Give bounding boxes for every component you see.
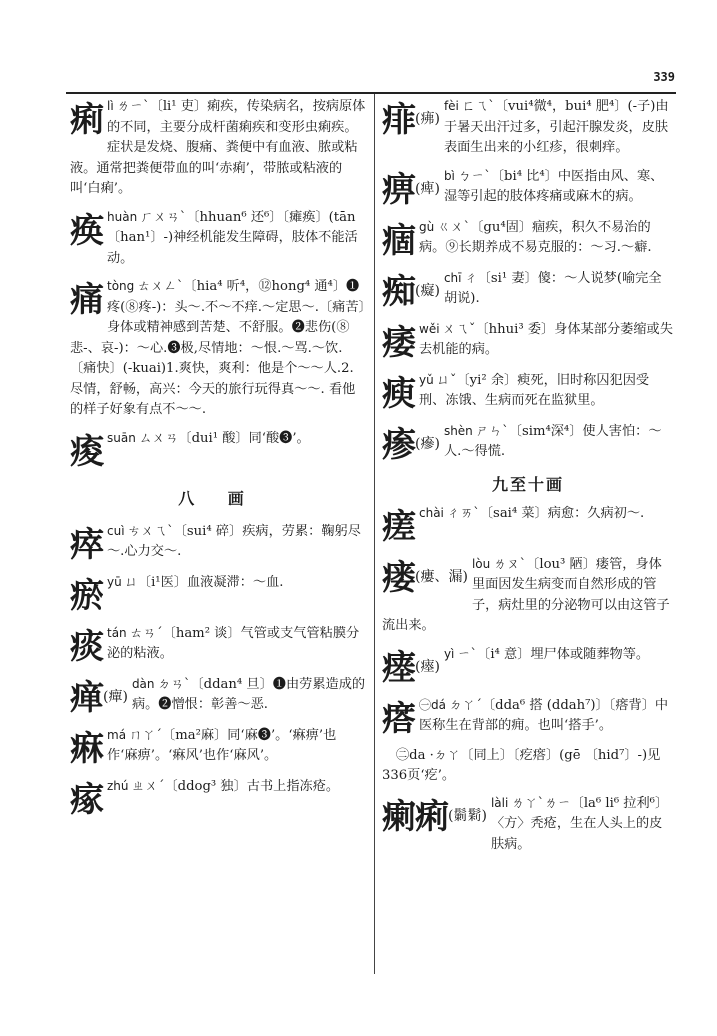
pinyin: yū — [107, 574, 122, 589]
headword: 瘥 — [382, 506, 415, 547]
dictionary-entry — [70, 207, 366, 270]
dictionary-entry — [382, 644, 674, 688]
headword: 瘗$^{(瘞)}$ — [382, 647, 440, 688]
dictionary-entry — [382, 554, 674, 637]
definition: ㄈㄟˋ〔vui⁴微⁴，bui⁴ 肥⁴〕(-子)由于暑天出汗过多，引起汗腺发炎，皮肤表面生出来的小红疹，很刺痒。 — [443, 99, 669, 155]
pinyin: shèn — [443, 423, 473, 438]
pinyin: tán — [107, 625, 127, 640]
right-column — [382, 96, 674, 862]
definition: ㄅㄧˋ〔bi⁴ 比⁴〕中医指由风、寒、湿等引起的肢体疼痛或麻木的病。 — [443, 168, 664, 204]
definition: ㄉㄢˋ〔ddan⁴ 旦〕❶由劳累造成的病。❷憎恨：彰善～恶. — [131, 676, 366, 712]
definition: ㄉㄚˊ〔dda⁶ 搭 (ddah⁷)〕〔瘩背〕中医称生在背部的痈。也叫‘搭手’。 — [419, 697, 669, 733]
pinyin: fèi — [443, 99, 459, 113]
headword: 痼 — [382, 220, 415, 261]
definition: ㄓㄨˊ〔ddog³ 独〕古书上指冻疮。 — [131, 778, 340, 794]
dictionary-entry — [382, 695, 674, 739]
headword: 痱$^{(疿)}$ — [382, 100, 440, 140]
pinyin: cuì — [107, 523, 125, 538]
headword: 瘁 — [70, 524, 103, 565]
left-column — [70, 96, 366, 827]
dictionary-entry — [382, 319, 674, 363]
dictionary-entry — [382, 268, 674, 312]
headword: 痹$^{(痺)}$ — [382, 169, 440, 210]
definition: ㄙㄨㄢ〔dui¹ 酸〕同‘酸❸’。 — [138, 430, 310, 446]
headword: 瘃 — [70, 779, 103, 820]
dictionary-entry — [382, 503, 674, 547]
pinyin: bì — [443, 168, 455, 183]
definition: ㄩ〔i¹医〕血液凝滞：～血. — [124, 574, 284, 590]
dictionary-entry — [382, 166, 674, 210]
dictionary-entry — [70, 725, 366, 769]
headword: 瘘$^{(瘻、漏)}$ — [382, 557, 468, 598]
headword: 瘆$^{(瘮)}$ — [382, 424, 440, 465]
headword: 痢 — [70, 100, 103, 140]
pinyin: dàn — [131, 676, 155, 691]
headword: 痛 — [70, 280, 103, 320]
pinyin: chī — [443, 270, 462, 285]
headword: 痰 — [70, 626, 103, 667]
headword: 瘀 — [70, 575, 103, 616]
pinyin: làli — [490, 795, 509, 810]
headword: 痠 — [70, 431, 103, 472]
dictionary-entry — [70, 572, 366, 616]
pinyin: gù — [419, 219, 435, 234]
dictionary-entry — [70, 276, 366, 421]
definition: ㄨㄟˇ〔hhui³ 委〕身体某部分萎缩或失去机能的病。 — [419, 321, 673, 357]
pinyin: huàn — [107, 209, 138, 224]
definition: ㄏㄨㄢˋ〔hhuan⁶ 还⁶〕〔瘫痪〕(tān 〔han¹〕-)神经机能发生障碍，肢体不能活动。 — [107, 209, 358, 266]
definition: ㄘㄨㄟˋ〔sui⁴ 碎〕疾病，劳累：鞠躬尽～.心力交～. — [107, 523, 361, 559]
column-divider — [374, 94, 375, 974]
definition: ㄌㄚˋㄌㄧ〔la⁶ li⁶ 拉利⁶〕〈方〉秃疮，生在人头上的皮肤病。 — [490, 795, 669, 852]
dictionary-entry — [70, 674, 366, 718]
definition: ㄇㄚˊ〔ma²麻〕同‘麻❸’。‘痳痹’也作‘麻痹’。‘痳风’也作‘麻风’。 — [107, 727, 337, 763]
page-number: 339 — [653, 70, 675, 84]
dictionary-entry — [382, 793, 674, 856]
pinyin: yì — [443, 646, 455, 661]
definition: ㄔㄞˋ〔sai⁴ 菜〕病愈：久病初～. — [446, 505, 645, 521]
dictionary-entry — [382, 217, 674, 261]
headword: 瘩 — [382, 698, 415, 739]
definition: ㄊㄢˊ〔ham² 谈〕气管或支气管粘膜分泌的粘液。 — [107, 625, 360, 661]
pinyin: wěi — [419, 321, 440, 336]
dictionary-entry — [382, 421, 674, 465]
pinyin: yǔ — [419, 372, 434, 387]
definition: ㄩˇ〔yi² 余〕瘐死，旧时称囚犯因受刑、冻饿、生病而死在监狱里。 — [419, 372, 650, 408]
pinyin: má — [107, 727, 127, 742]
definition: ㄌㄡˋ〔lou³ 陋〕瘘管，身体里面因发生病变而自然形成的管子，病灶里的分泌物可以由这管子流出来。 — [382, 556, 670, 633]
pinyin: chài — [419, 505, 444, 520]
dictionary-entry — [70, 428, 366, 472]
headword: 瘐 — [382, 373, 415, 414]
section-heading: 八 画 — [178, 488, 258, 508]
dictionary-entry — [70, 623, 366, 667]
definition: ㄕㄣˋ〔sim⁴深⁴〕使人害怕：～人.～得慌. — [443, 423, 662, 459]
headword: 痿 — [382, 322, 415, 363]
pinyin: lì — [107, 99, 114, 113]
definition: ㄊㄨㄥˋ〔hia⁴ 听⁴，⑫hong⁴ 通⁴〕❶疼(⑧疼-)：头～.不～不痒.～定思～.〔痛苦〕身体或精神感到苦楚、不舒服。❷悲伤(⑧悲-、哀-)：～心.❸极,尽情地：～恨.～骂.～饮.〔痛快〕(-kuai)1.爽快，爽利：他是个～～人.2.尽情，舒畅，高兴：今天的旅行玩得真～～. 看他的样子好象有点不～～. — [70, 279, 366, 417]
dictionary-entry — [382, 96, 674, 159]
section-heading: 九至十画 — [491, 474, 564, 494]
definition: ㄔ〔si¹ 妻〕傻：～人说梦(喻完全胡说). — [443, 270, 662, 306]
dictionary-entry — [382, 370, 674, 414]
definition: ㄍㄨˋ〔gu⁴固〕痼疾，积久不易治的病。⑨长期养成不易克服的：～习.～癖. — [419, 219, 652, 255]
definition: ㄌㄧˋ〔li¹ 吏〕痢疾，传染病名，按病原体的不同，主要分成杆菌痢疾和变形虫痢疾。症状是发烧、腹痛、粪便中有血液、脓或粘液。通常把粪便带血的叫‘赤痢’，带脓或粘液的叫‘白痢’。 — [70, 99, 366, 196]
top-rule — [66, 92, 676, 94]
dictionary-entry — [70, 96, 366, 200]
pinyin: lòu — [471, 556, 491, 571]
pinyin: suān — [107, 430, 136, 445]
headword: 痳 — [70, 728, 103, 769]
definition: ㄧˋ〔i⁴ 意〕埋尸体或随葬物等。 — [457, 646, 650, 662]
headword: 瘅$^{(癉)}$ — [70, 677, 128, 718]
pinyin: ㊀dá — [419, 697, 446, 712]
dictionary-entry — [70, 776, 366, 820]
sub-entry: ㊁da ·ㄉㄚ〔同上〕〔疙瘩〕(gē 〔hid⁷〕-)见336页‘疙’。 — [382, 747, 661, 783]
dictionary-entry — [70, 521, 366, 565]
headword: 痴$^{(癡)}$ — [382, 271, 440, 312]
pinyin: tòng — [107, 279, 135, 293]
pinyin: zhú — [107, 778, 129, 793]
headword: 痪 — [70, 210, 103, 251]
headword: 瘌痢$^{(鬎鬁)}$ — [382, 796, 487, 837]
